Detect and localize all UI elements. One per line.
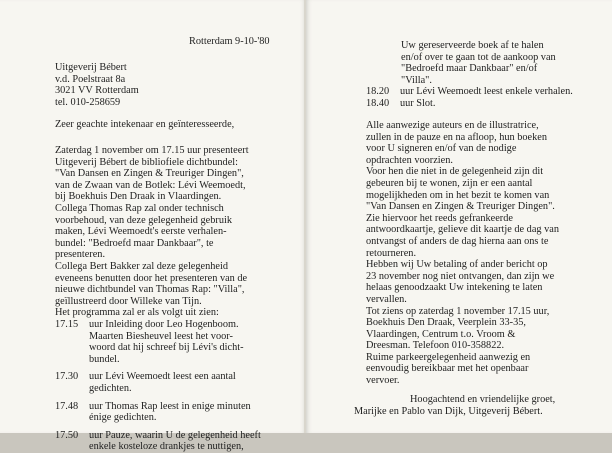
program-text: uur Thomas Rap leest in enige minuten [89,400,251,412]
body-line: zullen in de pauze en na afloop, hun boeken [366,131,547,143]
body-line: Vlaardingen, Centrum t.o. Vroom & [366,328,516,340]
body-line: "Van Dansen en Zingen & Treuriger Dingen", [55,168,244,180]
body-line: eenvoudig bereikbaar met het openbaar [366,363,529,375]
body-line: Tot ziens op zaterdag 1 november 17.15 uur, [366,305,550,317]
sender-address [55,62,139,108]
program-item [55,430,261,442]
body-line: Zaterdag 1 november om 17.15 uur presenteert [55,145,249,156]
body-line: vervallen. [366,293,407,305]
body-line: Alle aanwezige auteurs en de illustratrice, [366,120,539,131]
program-text: uur Lévi Weemoedt leest een aantal [89,371,236,383]
body-line: nieuwe dichtbundel van Thomas Rap: "Villa", [55,284,245,296]
salutation: Zeer geachte intekenaar en geïnteresseerde, [55,119,235,130]
body-line: gebeuren bij te wonen, zijn er een aantal [366,177,533,189]
body-line: voor U signeren en/of van de nodige [366,143,517,155]
continuation-block [401,40,556,86]
program-text: bundel. [89,353,120,365]
body-line: maken, Lévi Weemoedt's eerste verhalen- [55,226,227,238]
program-item [55,319,261,331]
closing: Hoogachtend en vriendelijke groet, [410,394,556,405]
program-item [55,371,261,383]
signature: Marijke en Pablo van Dijk, Uitgeverij Bébert. [354,406,543,417]
program-time: 17.15 [55,319,79,330]
sender-line: v.d. Poelstraat 8a [55,73,126,85]
sender-line: 3021 VV Rotterdam [55,85,139,97]
body-line: Uitgeverij Bébert de bibliofiele dichtbundel: [55,156,239,168]
program-time: 17.30 [55,371,79,383]
body-line: Voor hen die niet in de gelegenheid zijn dit [366,166,544,178]
body-line: eveneens benutten door het presenteren van de [55,272,248,284]
body-line: voorbehoud, van deze gelegenheid gebruik [55,214,232,226]
program-text: woord dat hij schreef bij Lévi's dicht- [89,342,244,354]
body-line: Het programma zal er als volgt uit zien: [55,307,219,319]
body-line: presenteren. [55,249,106,261]
sender-line: Uitgeverij Bébert [55,62,127,73]
body-line: Hebben wij Uw betaling of ander bericht op [366,259,548,271]
program-time: 18.40 [366,97,390,109]
body-line: en/of over te gaan tot de aankoop van [401,51,556,63]
body-line: bundel: "Bedroefd maar Dankbaar", te [55,237,214,249]
body-line: "Villa". [401,74,432,86]
body-line: vervoer. [366,375,400,387]
program-end [366,86,573,109]
program-time: 17.50 [55,429,79,441]
body-line: Zie hiervoor het reeds gefrankeerde [366,212,513,224]
body-line: retourneren. [366,247,417,259]
program-time: 17.48 [55,400,79,412]
body-line: bij Boekhuis Den Draak in Vlaardingen. [55,191,222,203]
program-text: Maarten Biesheuvel leest het voor- [89,330,233,342]
right-body [366,120,559,387]
left-body [55,145,249,319]
sender-line: tel. 010-258659 [55,96,121,108]
program-item [55,401,261,413]
body-line: Dreesman. Telefoon 010-358822. [366,340,505,352]
body-line: antwoordkaartje, gelieve dit kaartje de dag van [366,224,559,236]
date-line: Rotterdam 9-10-'80 [189,36,270,47]
program-text: gedichten. [89,382,132,394]
body-line: 23 november nog niet ontvangen, dan zijn we [366,270,555,282]
body-line: Uw gereserveerde boek af te halen [401,40,544,51]
right-page [306,0,612,433]
program-text: uur Inleiding door Leo Hogenboom. [89,319,239,330]
program-text: uur Lévi Weemoedt leest enkele verhalen. [400,86,573,97]
program-text: énige gedichten. [89,412,157,424]
body-line: Ruime parkeergelegenheid aanwezig en [366,351,531,363]
body-line: Collega Bert Bakker zal deze gelegenheid [55,260,228,272]
program-item [366,98,573,110]
program-text: enkele kosteloze drankjes te nuttigen, [89,441,244,453]
program-item [366,86,573,98]
body-line: "Van Dansen en Zingen & Treuriger Dingen". [366,201,555,213]
body-line: geïllustreerd door Willeke van Tijn. [55,295,202,307]
body-line: Boekhuis Den Draak, Veerplein 33-35, [366,317,526,329]
body-line: mogelijkheden om in het bezit te komen van [366,189,550,201]
program-text: uur Slot. [400,97,436,109]
body-line: Collega Thomas Rap zal onder technisch [55,202,224,214]
body-line: ontvangst of anders de dag hierna aan ons te [366,235,549,247]
program-text: uur Pauze, waarin U de gelegenheid heeft [89,429,261,441]
body-line: van de Zwaan van de Botlek: Lévi Weemoedt, [55,179,246,191]
body-line: helaas genoodzaakt Uw intekening te laten [366,282,543,294]
program-time: 18.20 [366,86,390,97]
body-line: opdrachten voorzien. [366,154,453,166]
body-line: "Bedroefd maar Dankbaar" en/of [401,63,538,75]
